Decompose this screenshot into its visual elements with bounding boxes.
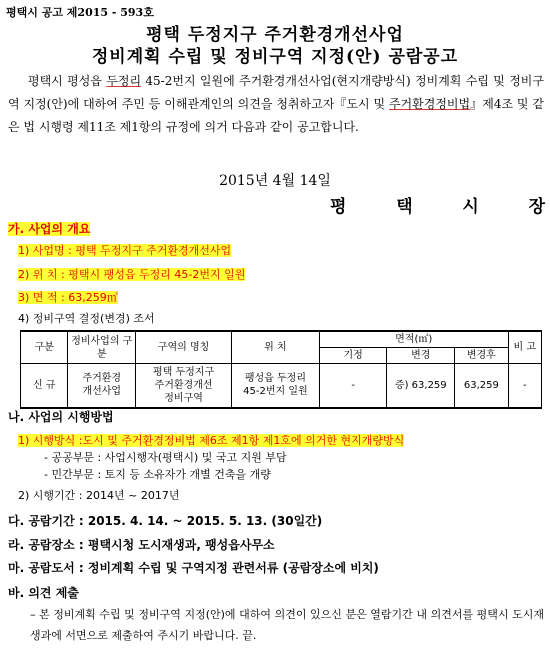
header-type: 구분 [21,331,68,364]
intro-text-2: 45-2번지 일원에 주거환경개선사업(현지개량방식) 정비계획 수립 및 정비구역 지정(안)에 대하여 주민 등 이해관계인의 의견을 청취하고자『도시 및 [8,74,544,111]
cell-text: 정비구역 [164,392,203,404]
project-name-text: 1) 사업명 : 평택 두정지구 주거환경개선사업 [18,244,232,257]
header-after: 변경후 [455,348,509,364]
cell-text: 45-2번지 일원 [243,386,308,398]
header-remarks: 비 고 [508,331,541,364]
cell-text: 주거환경개선 [154,379,213,391]
header-area: 면적(㎡) [319,331,508,348]
table-header-row [21,331,542,348]
section-na-heading: 나. 사업의 시행방법 [8,410,114,424]
header-location: 위 치 [232,331,320,364]
header-zone-name: 구역의 명칭 [136,331,232,364]
header-project: 정비사업의 구분 [68,331,136,364]
zone-decision-item: 4) 정비구역 결정(변경) 조서 [18,312,155,325]
opinion-text: – 본 정비계획 수립 및 정비구역 지정(안)에 대하여 의견이 있으신 분은 열람기간 내 의견서를 평택시 도시재생과에 서면으로 제출하여 주시기 바랍니다. 끝. [30,608,544,642]
project-area-text: 3) 면 적 : 63,259㎡ [18,291,118,304]
cell-text: 평택 두정지구 [152,366,215,378]
notice-date: 2015년 4월 14일 [219,173,331,189]
intro-underlined-2: 주거환경정비법 [388,97,471,111]
intro-paragraph [8,70,544,139]
section-ba-heading: 바. 의견 제출 [8,586,79,600]
cell-text: 팽성읍 두정리 [244,373,306,385]
project-location-item [18,266,245,282]
zone-decision-table [20,330,542,409]
method-item [18,432,404,448]
cell-type: 신 규 [21,364,68,408]
mayor-char: 장 [528,197,545,217]
table-row [21,364,542,408]
cell-change: 증) 63,259 [387,364,455,408]
cell-zone-name [136,364,232,408]
cell-after: 63,259 [455,364,509,408]
intro-text-3: 』제4조 및 같은 법 시행령 제11조 제1항의 규정에 의거 다음과 같이 공고합니다. [8,97,544,134]
cell-project [68,364,136,408]
method-private-sub: - 민간부문 : 토지 등 소유자가 개별 건축을 개량 [44,468,271,481]
title-line-2: 정비계획 수립 및 정비구역 지정(안) 공람공고 [91,47,459,67]
project-area-item [18,289,118,305]
mayor-signature [330,192,545,217]
intro-underlined-1: 두정리 [106,74,142,88]
cell-remarks: - [508,364,541,408]
cell-text: 개선사업 [82,386,122,398]
section-ga-heading-text: 가. 사업의 개요 [8,222,91,236]
method-text: 1) 시행방식 :도시 및 주거환경정비법 제6조 제1항 제1호에 의거한 현지개량방식 [18,434,405,447]
section-ga-heading [8,220,90,237]
header-change: 변경 [387,348,455,364]
notice-number: 평택시 공고 제2015 - 593호 [6,6,154,19]
intro-text-1: 평택시 평성읍 [28,74,107,88]
section-ra: 라. 공람장소 : 평택시청 도시재생과, 팽성읍사무소 [8,538,275,552]
cell-existing: - [319,364,387,408]
mayor-char: 택 [396,197,413,217]
cell-location [232,364,320,408]
cell-text: 주거환경 [82,373,122,385]
project-name-item [18,242,231,258]
method-public-sub: - 공공부문 : 사업시행자(평택시) 및 국고 지원 부담 [44,451,287,464]
mayor-char: 시 [462,197,479,217]
header-existing: 기정 [319,348,387,364]
project-location-text: 2) 위 치 : 평택시 팽성읍 두정리 45-2번지 일원 [18,268,246,281]
section-da: 다. 공람기간 : 2015. 4. 14. ~ 2015. 5. 13. (30일간) [8,514,323,528]
period-item: 2) 시행기간 : 2014년 ~ 2017년 [18,489,180,502]
mayor-char: 평 [330,197,347,217]
section-ma: 마. 공람도서 : 정비계획 수립 및 구역지정 관련서류 (공람장소에 비치) [8,561,379,575]
title-line-1: 평택 두정지구 주거환경개선사업 [146,25,404,45]
